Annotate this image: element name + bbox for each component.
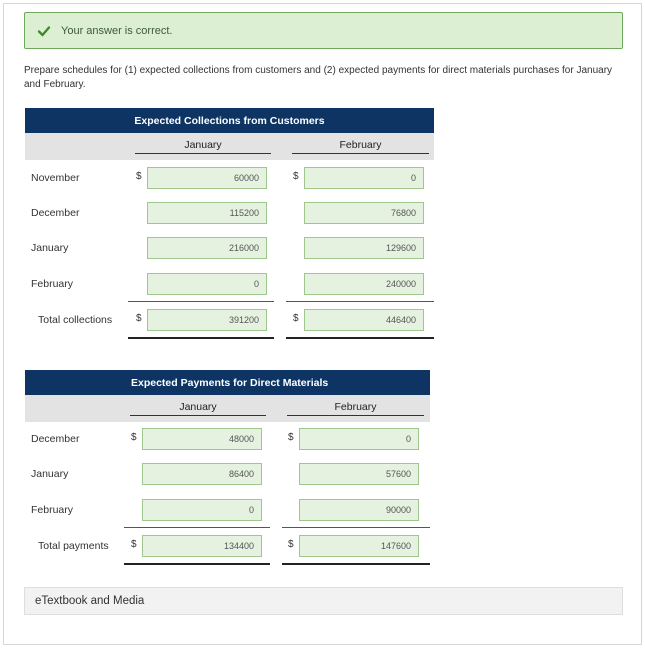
total-double-rule (128, 337, 274, 339)
status-message: Your answer is correct. (61, 24, 173, 37)
payments-col-february: February (287, 401, 424, 416)
collections-november-february-input[interactable]: 0 (304, 167, 424, 189)
checkmark-icon (37, 24, 51, 38)
collections-col-february: February (292, 139, 429, 154)
collections-row-label: November (31, 172, 80, 184)
collections-december-february-input[interactable]: 76800 (304, 202, 424, 224)
subtotal-rule (286, 301, 434, 302)
collections-row-label: February (31, 278, 74, 290)
payments-row-label: February (31, 504, 74, 516)
payments-january-january-input[interactable]: 86400 (142, 463, 262, 485)
payments-total-label: Total payments (38, 540, 109, 552)
collections-row-label: January (31, 242, 69, 254)
dollar-sign: $ (136, 171, 142, 182)
total-double-rule (124, 563, 270, 565)
payments-row-label: January (31, 468, 69, 480)
correct-answer-banner (24, 12, 623, 49)
collections-january-february-input[interactable]: 129600 (304, 237, 424, 259)
payments-february-february-input[interactable]: 90000 (299, 499, 419, 521)
collections-november-january-input[interactable]: 60000 (147, 167, 267, 189)
collections-february-february-input[interactable]: 240000 (304, 273, 424, 295)
payments-february-january-input[interactable]: 0 (142, 499, 262, 521)
dollar-sign: $ (293, 313, 299, 324)
collections-total-february-input[interactable]: 446400 (304, 309, 424, 331)
dollar-sign: $ (288, 432, 294, 443)
payments-december-february-input[interactable]: 0 (299, 428, 419, 450)
dollar-sign: $ (293, 171, 299, 182)
payments-january-february-input[interactable]: 57600 (299, 463, 419, 485)
collections-col-january: January (135, 139, 271, 154)
payments-col-january: January (130, 401, 266, 416)
payments-total-february-input[interactable]: 147600 (299, 535, 419, 557)
dollar-sign: $ (131, 432, 137, 443)
collections-total-label: Total collections (38, 314, 113, 326)
collections-january-january-input[interactable]: 216000 (147, 237, 267, 259)
payments-december-january-input[interactable]: 48000 (142, 428, 262, 450)
collections-february-january-input[interactable]: 0 (147, 273, 267, 295)
payments-table-title: Expected Payments for Direct Materials (25, 370, 430, 395)
subtotal-rule (124, 527, 270, 528)
total-double-rule (282, 563, 430, 565)
total-double-rule (286, 337, 434, 339)
collections-row-label: December (31, 207, 80, 219)
etextbook-and-media-link[interactable]: eTextbook and Media (24, 587, 623, 615)
collections-december-january-input[interactable]: 115200 (147, 202, 267, 224)
instructions-text: Prepare schedules for (1) expected collections from customers and (2) expected payments for direct materials purchases for January and February. (24, 65, 613, 90)
dollar-sign: $ (136, 313, 142, 324)
payments-total-january-input[interactable]: 134400 (142, 535, 262, 557)
subtotal-rule (128, 301, 274, 302)
dollar-sign: $ (288, 539, 294, 550)
payments-row-label: December (31, 433, 80, 445)
subtotal-rule (282, 527, 430, 528)
collections-table-title: Expected Collections from Customers (25, 108, 434, 133)
collections-total-january-input[interactable]: 391200 (147, 309, 267, 331)
dollar-sign: $ (131, 539, 137, 550)
